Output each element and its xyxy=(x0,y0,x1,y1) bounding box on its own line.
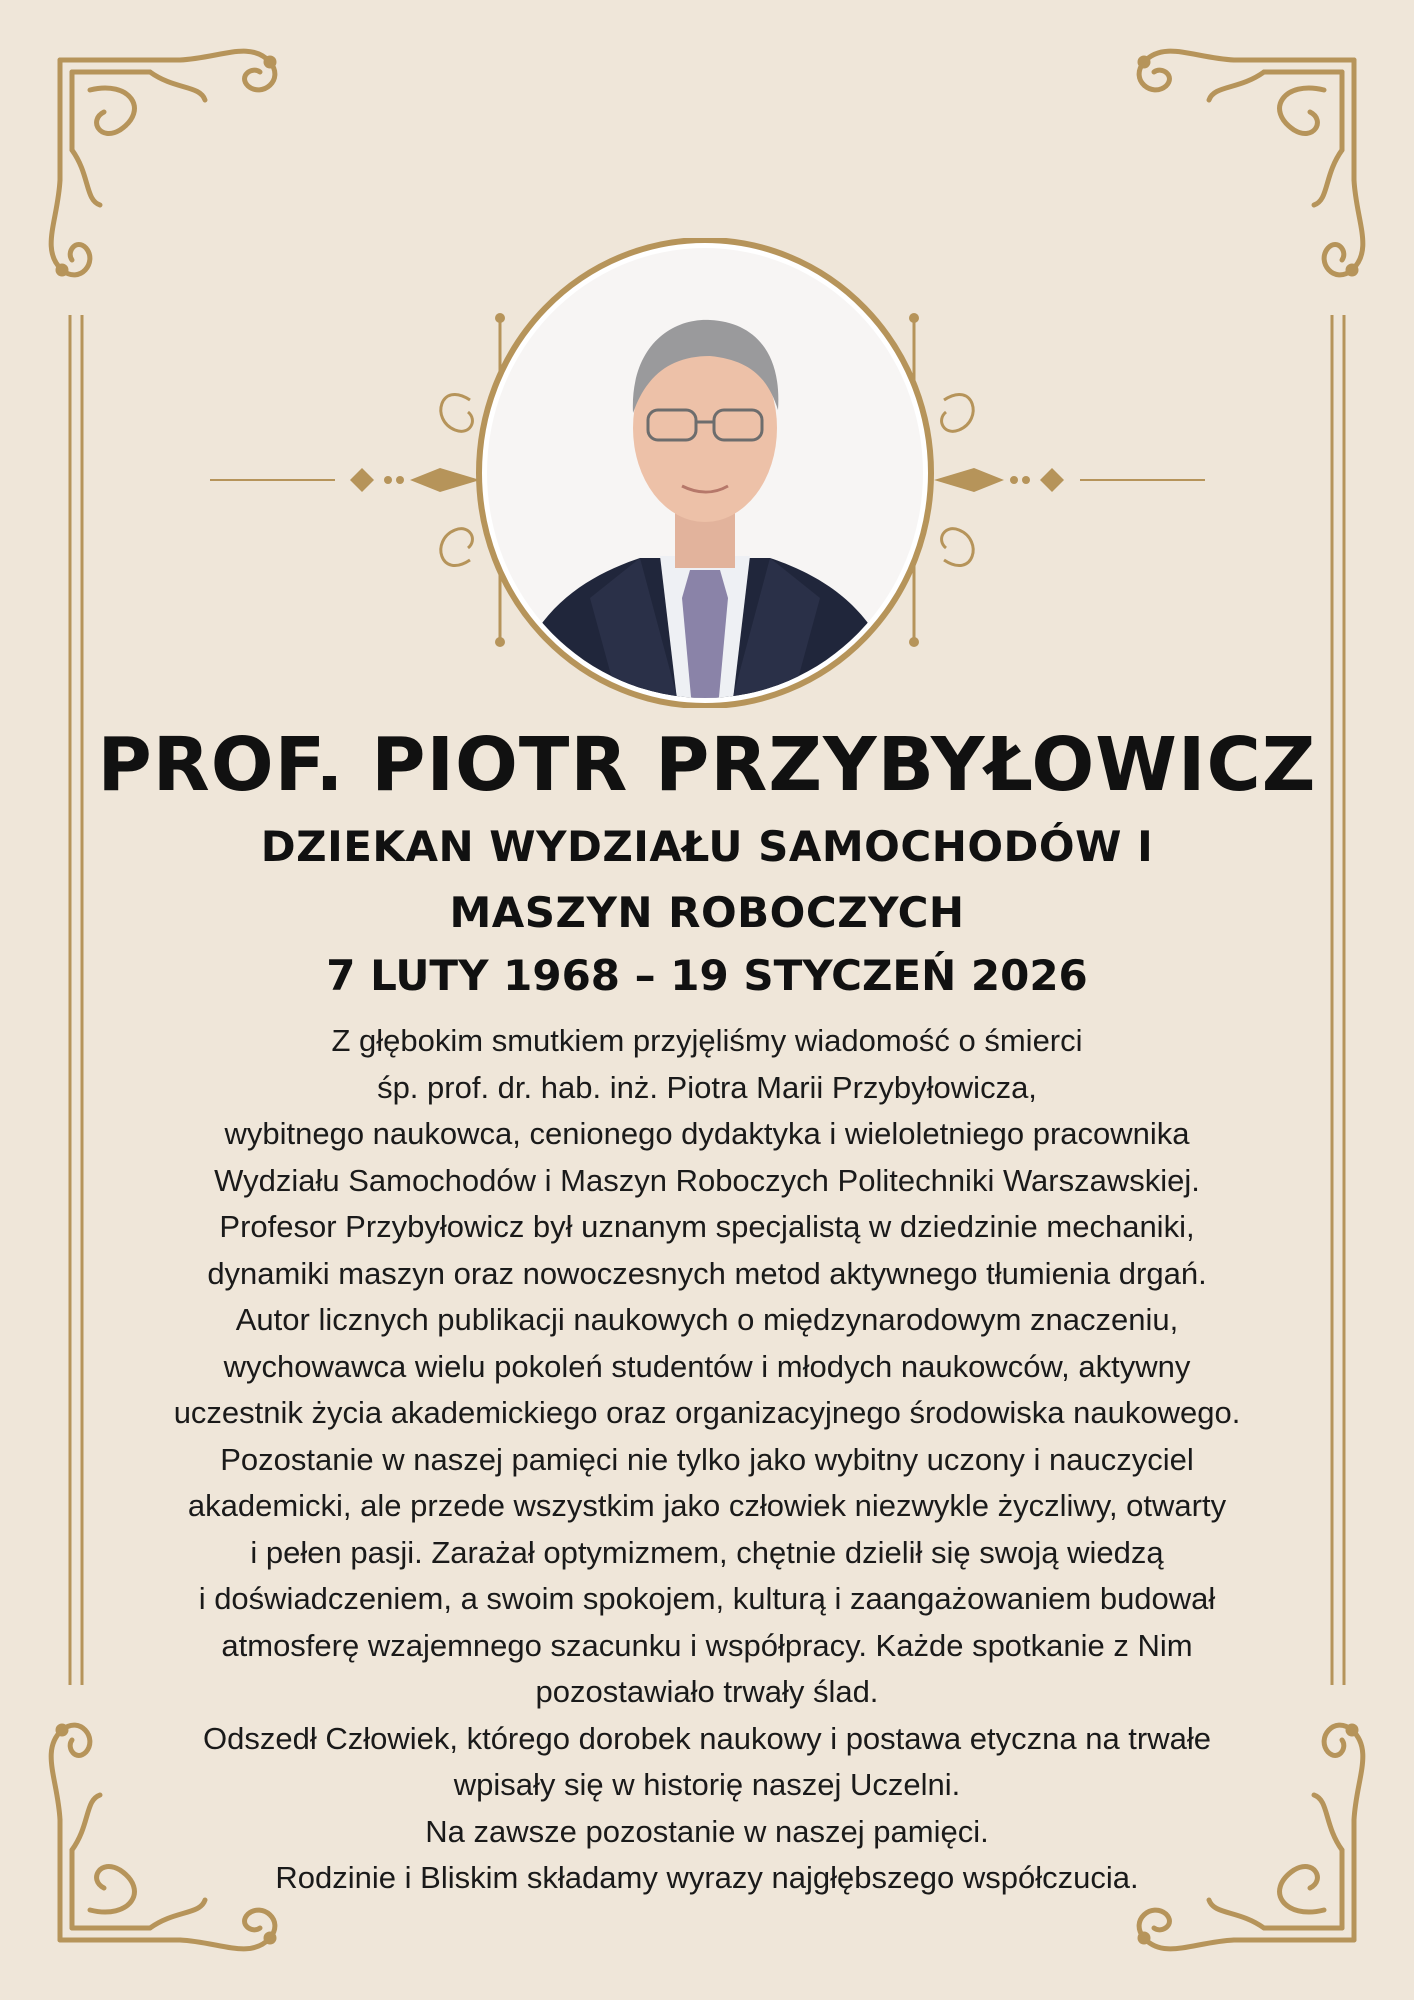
life-dates: 7 LUTY 1968 – 19 STYCZEŃ 2026 xyxy=(326,951,1088,1000)
text-line: Wydziału Samochodów i Maszyn Roboczych Politechniki Warszawskiej. xyxy=(214,1162,1200,1198)
corner-ornament-top-right xyxy=(1139,51,1363,275)
person-role: DZIEKAN WYDZIAŁU SAMOCHODÓW I MASZYN ROBOCZYCH xyxy=(260,822,1154,937)
text-line: śp. prof. dr. hab. inż. Piotra Marii Przybyłowicza, xyxy=(377,1069,1037,1105)
text-line: Autor licznych publikacji naukowych o międzynarodowym znaczeniu, xyxy=(235,1302,1179,1337)
obituary-text xyxy=(90,1018,1324,1902)
text-line: wybitnego naukowca, cenionego dydaktyka i wieloletniego pracownika xyxy=(224,1116,1190,1151)
memorial-text xyxy=(90,720,1324,1902)
text-line: i doświadczeniem, a swoim spokojem, kulturą i zaangażowaniem budował xyxy=(198,1581,1216,1616)
text-line: wpisały się w historię naszej Uczelni. xyxy=(453,1767,961,1802)
text-line: atmosferę wzajemnego szacunku i współpracy. Każde spotkanie z Nim xyxy=(221,1627,1193,1663)
text-line: wychowawca wielu pokoleń studentów i młodych naukowców, aktywny xyxy=(223,1348,1191,1384)
text-line: Rodzinie i Bliskim składamy wyrazy najgłębszego współczucia. xyxy=(275,1860,1139,1895)
portrait xyxy=(470,238,940,708)
text-line: i pełen pasji. Zarażał optymizmem, chętnie dzielił się swoją wiedzą xyxy=(250,1534,1164,1570)
text-line: Na zawsze pozostanie w naszej pamięci. xyxy=(425,1813,989,1849)
text-line: Profesor Przybyłowicz był uznanym specjalistą w dziedzinie mechaniki, xyxy=(219,1209,1195,1244)
text-line: uczestnik życia akademickiego oraz organizacyjnego środowiska naukowego. xyxy=(173,1395,1241,1430)
corner-ornament-top-left xyxy=(51,51,275,275)
portrait-photo-icon xyxy=(470,238,940,708)
person-name: PROF. PIOTR PRZYBYŁOWICZ xyxy=(97,722,1317,808)
text-line: Odszedł Człowiek, którego dorobek naukowy i postawa etyczna na trwałe xyxy=(202,1720,1211,1756)
text-line: pozostawiało trwały ślad. xyxy=(535,1674,879,1709)
text-line: dynamiki maszyn oraz nowoczesnych metod aktywnego tłumienia drgań. xyxy=(207,1255,1207,1291)
text-line: akademicki, ale przede wszystkim jako człowiek niezwykle życzliwy, otwarty xyxy=(187,1488,1227,1523)
text-line: Z głębokim smutkiem przyjęliśmy wiadomość o śmierci xyxy=(331,1023,1083,1058)
text-line: Pozostanie w naszej pamięci nie tylko jako wybitny uczony i nauczyciel xyxy=(220,1441,1194,1477)
